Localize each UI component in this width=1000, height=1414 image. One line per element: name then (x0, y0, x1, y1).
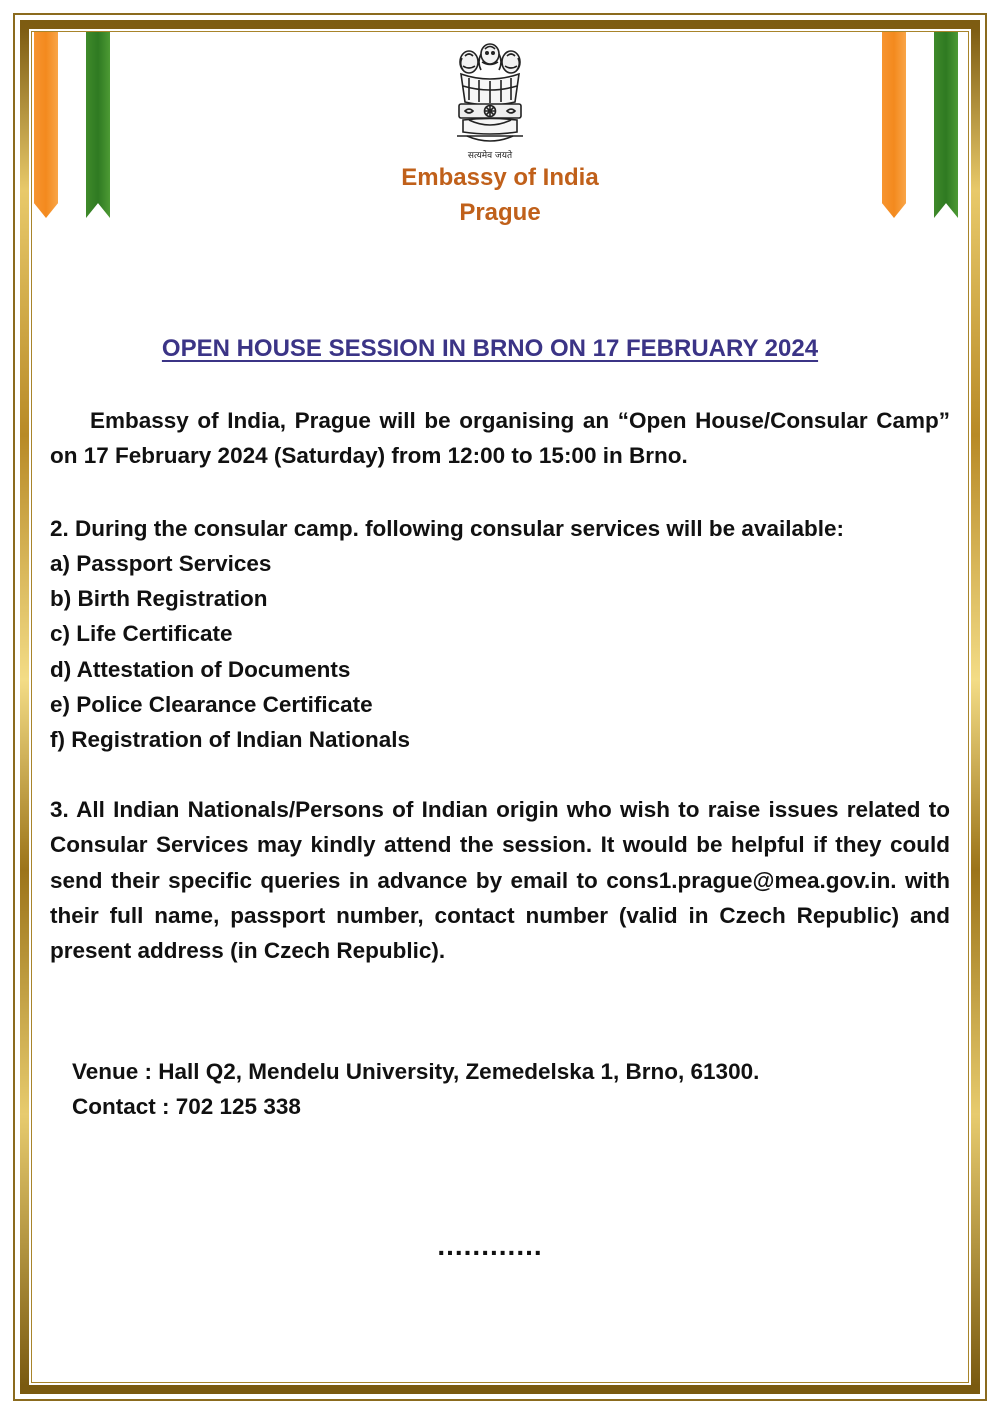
embassy-name: Embassy of India (401, 164, 599, 191)
paragraph-attendance: 3. All Indian Nationals/Persons of Indian origin who wish to raise issues related to Consular Services may kindly attend the session. It would be helpful if they could send their specific queries in advance by email to cons1.prague@mea.gov.in. with their full name, passport number, contact number (valid in Czech Republic) and present address (in Czech Republic). (50, 797, 950, 964)
ashoka-lion-capital-icon (449, 40, 531, 148)
service-item: e) Police Clearance Certificate (50, 691, 373, 717)
contact-line: Contact : 702 125 338 (72, 1094, 301, 1119)
service-item: d) Attestation of Documents (50, 656, 351, 682)
embassy-city: Prague (459, 199, 541, 226)
service-item: b) Birth Registration (50, 586, 268, 612)
paragraph-announcement: Embassy of India, Prague will be organising an “Open House/Consular Camp” on 17 February 2024 (Saturday) from 12:00 to 15:00 in Brno. (50, 408, 950, 469)
service-item: a) Passport Services (50, 551, 272, 576)
service-item: f) Registration of Indian Nationals (50, 727, 411, 753)
venue-line: Venue : Hall Q2, Mendelu University, Zemedelska 1, Brno, 61300. (72, 1059, 760, 1084)
service-item: c) Life Certificate (50, 621, 233, 647)
paragraph-services-intro: 2. During the consular camp. following consular services will be available: (50, 516, 844, 541)
emblem-motto: सत्यमेव जयते (467, 151, 513, 161)
closing-dots: ............ (437, 1230, 543, 1261)
notice-title (0, 333, 980, 365)
notice-title-text: OPEN HOUSE SESSION IN BRNO ON 17 FEBRUARY 2024 (161, 335, 819, 362)
services-list (50, 546, 950, 757)
